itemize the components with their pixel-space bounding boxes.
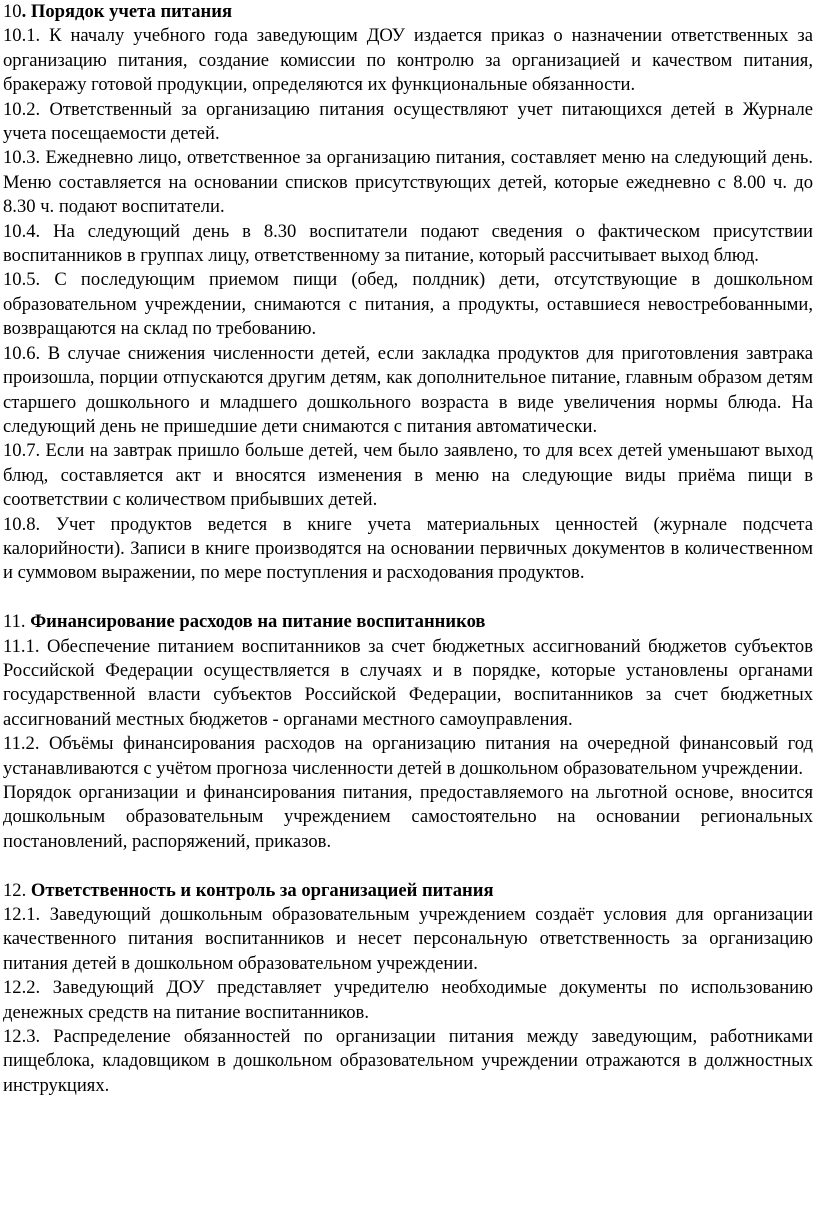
paragraph-10-6: 10.6. В случае снижения численности детей, если закладка продуктов для приготовления завтрака произошла, порции отпускаются другим детям, как дополнительное питание, главным образом детям старшего дошкольного и младшего дошкольного возраста в виде увеличения нормы блюда. На следующий день не пришедшие дети снимаются с питания автоматически. [3, 342, 813, 437]
section-11-number: 11. [3, 611, 26, 633]
paragraph-12-2: 12.2. Заведующий ДОУ представляет учредителю необходимые документы по использованию денежных средств на питание воспитанников. [3, 977, 813, 1023]
paragraph-10-8: 10.8. Учет продуктов ведется в книге учета материальных ценностей (журнале подсчета калорийности). Записи в книге производятся на основании первичных документов в количественном и суммовом выражении, по мере поступления и расходования продуктов. [3, 513, 813, 584]
paragraph-11-1: 11.1. Обеспечение питанием воспитанников за счет бюджетных ассигнований бюджетов субъектов Российской Федерации осуществляется в случаях и в порядке, которые установлены органами государственной власти субъектов Российской Федерации, воспитанников за счет бюджетных ассигнований местных бюджетов - органами местного самоуправления. [3, 635, 813, 730]
section-spacer [3, 586, 813, 610]
section-12-title: Ответственность и контроль за организацией питания [26, 879, 494, 901]
paragraph-10-5: 10.5. С последующим приемом пищи (обед, полдник) дети, отсутствующие в дошкольном образовательном учреждении, снимаются с питания, а продукты, оставшиеся невостребованными, возвращаются на склад по требованию. [3, 269, 813, 340]
section-12-heading [3, 879, 813, 903]
paragraph-10-3: 10.3. Ежедневно лицо, ответственное за организацию питания, составляет меню на следующий день. Меню составляется на основании списков присутствующих детей, которые ежедневно с 8.00 ч. до 8.30 ч. подают воспитатели. [3, 147, 813, 218]
paragraph-10-1: 10.1. К началу учебного года заведующим ДОУ издается приказ о назначении ответственных за организацию питания, создание комиссии по контролю за организацией и качеством питания, бракеражу готовой продукции, определяются их функциональные обязанности. [3, 25, 813, 96]
section-10-title: . Порядок учета питания [21, 1, 233, 22]
section-11-title: Финансирование расходов на питание воспитанников [25, 611, 486, 633]
paragraph-10-2: 10.2. Ответственный за организацию питания осуществляют учет питающихся детей в Журнале учета посещаемости детей. [3, 98, 813, 145]
paragraph-11-2: 11.2. Объёмы финансирования расходов на организацию питания на очередной финансовый год устанавливаются с учётом прогноза численности детей в дошкольном образовательном учреждении. [3, 733, 813, 779]
section-11-heading [3, 610, 813, 634]
section-10-number: 10 [3, 1, 22, 22]
paragraph-12-3: 12.3. Распределение обязанностей по организации питания между заведующим, работниками пищеблока, кладовщиком в дошкольном образовательном учреждении отражаются в должностных инструкциях. [3, 1026, 813, 1096]
paragraph-10-7: 10.7. Если на завтрак пришло больше детей, чем было заявлено, то для всех детей уменьшают выход блюд, составляется акт и вносятся изменения в меню на следующие виды приёма пищи в соответствии с количеством прибывших детей. [3, 440, 813, 511]
paragraph-12-1: 12.1. Заведующий дошкольным образовательным учреждением создаёт условия для организации качественного питания воспитанников и несет персональную ответственность за организацию питания детей в дошкольном образовательном учреждении. [3, 904, 813, 974]
section-spacer [3, 854, 813, 878]
section-12-number: 12. [3, 879, 27, 901]
paragraph-11-3: Порядок организации и финансирования питания, предоставляемого на льготной основе, вносится дошкольным образовательным учреждением самостоятельно на основании региональных постановлений, распоряжений, приказов. [3, 781, 813, 852]
paragraph-10-4: 10.4. На следующий день в 8.30 воспитатели подают сведения о фактическом присутствии воспитанников в группах лицу, ответственному за питание, который рассчитывает выход блюд. [3, 220, 813, 267]
section-10-heading [3, 0, 813, 24]
